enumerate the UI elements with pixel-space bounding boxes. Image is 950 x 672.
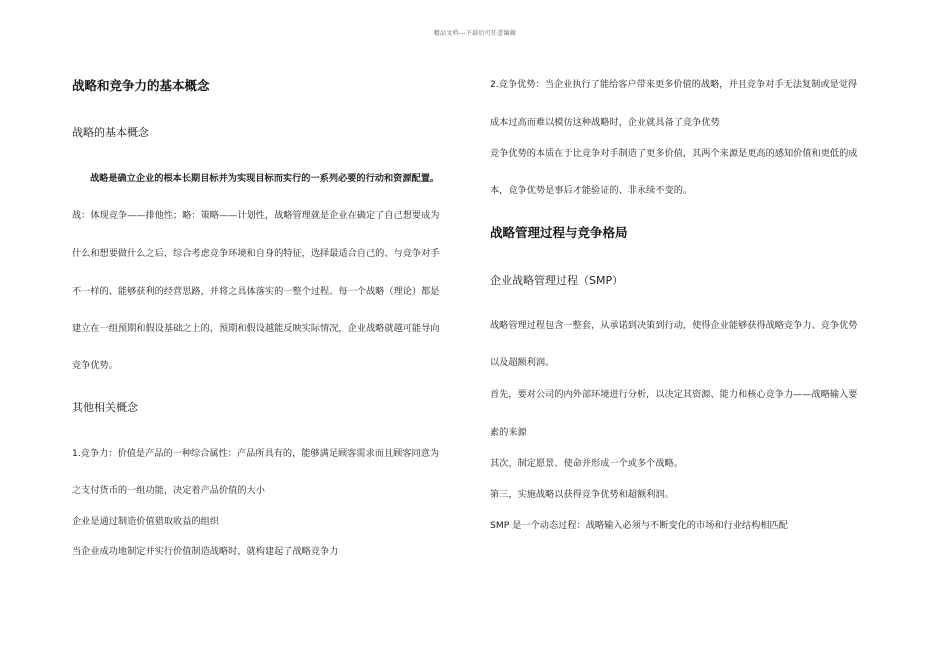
left-para1-line1: 战略是确立企业的根本长期目标并为实现目标而实行的一系列必要的行动和资源配置。 (90, 173, 440, 184)
right-para1-line3: 竞争优势的本质在于比竞争对手制造了更多价值，其两个来源是更高的感知价值和更低的成 (490, 148, 858, 159)
right-para1-line1: 2.竞争优势：当企业执行了能给客户带来更多价值的战略，并且竞争对手无法复制或是觉得 (490, 79, 858, 90)
right-para2-line6: 第三，实施战略以获得竞争优势和超额利润。 (490, 489, 674, 500)
right-para1-line2: 成本过高而难以模仿这种战略时，企业就具备了竞争优势 (490, 117, 720, 128)
right-para2-line2: 以及超额利润。 (490, 357, 555, 368)
right-para1-line4: 本，竞争优势是事后才能验证的、非永续不变的。 (490, 185, 693, 196)
left-para1-line4: 不一样的、能够获利的经营思路，并将之具体落实的一整个过程。每一个战略（理论）都是 (72, 286, 440, 297)
right-para2-line5: 其次，制定愿景、使命并形成一个或多个战略。 (490, 458, 683, 469)
right-para2-line1: 战略管理过程包含一整套，从承诺到决策到行动，使得企业能够获得战略竞争力、竞争优势 (490, 320, 858, 331)
left-para1-line6: 竞争优势。 (72, 360, 118, 371)
left-para1-line5: 建立在一组预期和假设基础之上的，预期和假设越能反映实际情况，企业战略就越可能导向 (72, 323, 440, 334)
right-subtitle: 企业战略管理过程（SMP） (490, 274, 624, 287)
right-para2-line3: 首先，要对公司的内外部环境进行分析，以决定其资源、能力和核心竞争力——战略输入要 (490, 389, 858, 400)
left-subtitle: 战略的基本概念 (72, 126, 149, 139)
left-subtitle2: 其他相关概念 (72, 401, 138, 414)
left-para2-line1: 1.竞争力：价值是产品的一种综合属性：产品所具有的，能够满足顾客需求而且顾客同意为 (72, 448, 440, 459)
left-para2-line4: 当企业成功地制定并实行价值制造战略时，就构建起了战略竞争力 (72, 546, 339, 557)
page-header: 精品文档---下载后可任意编辑 (433, 30, 517, 37)
left-title: 战略和竞争力的基本概念 (72, 78, 210, 93)
left-para1-line2: 战：体现竞争——排他性；略：策略——计划性，战略管理就是企业在确定了自己想要成为 (72, 210, 440, 221)
left-para2-line2: 之支付货币的一组功能，决定着产品价值的大小 (72, 485, 265, 496)
right-para2-line4: 素的来源 (490, 427, 527, 438)
right-title: 战略管理过程与竞争格局 (490, 225, 628, 240)
left-para1-line3: 什么和想要做什么之后，综合考虑竞争环境和自身的特征，选择最适合自己的、与竞争对手 (72, 248, 440, 259)
left-para2-line3: 企业是通过制造价值猎取收益的组织 (72, 516, 219, 527)
right-para2-line7: SMP 是一个动态过程：战略输入必须与不断变化的市场和行业结构相匹配 (490, 520, 788, 531)
